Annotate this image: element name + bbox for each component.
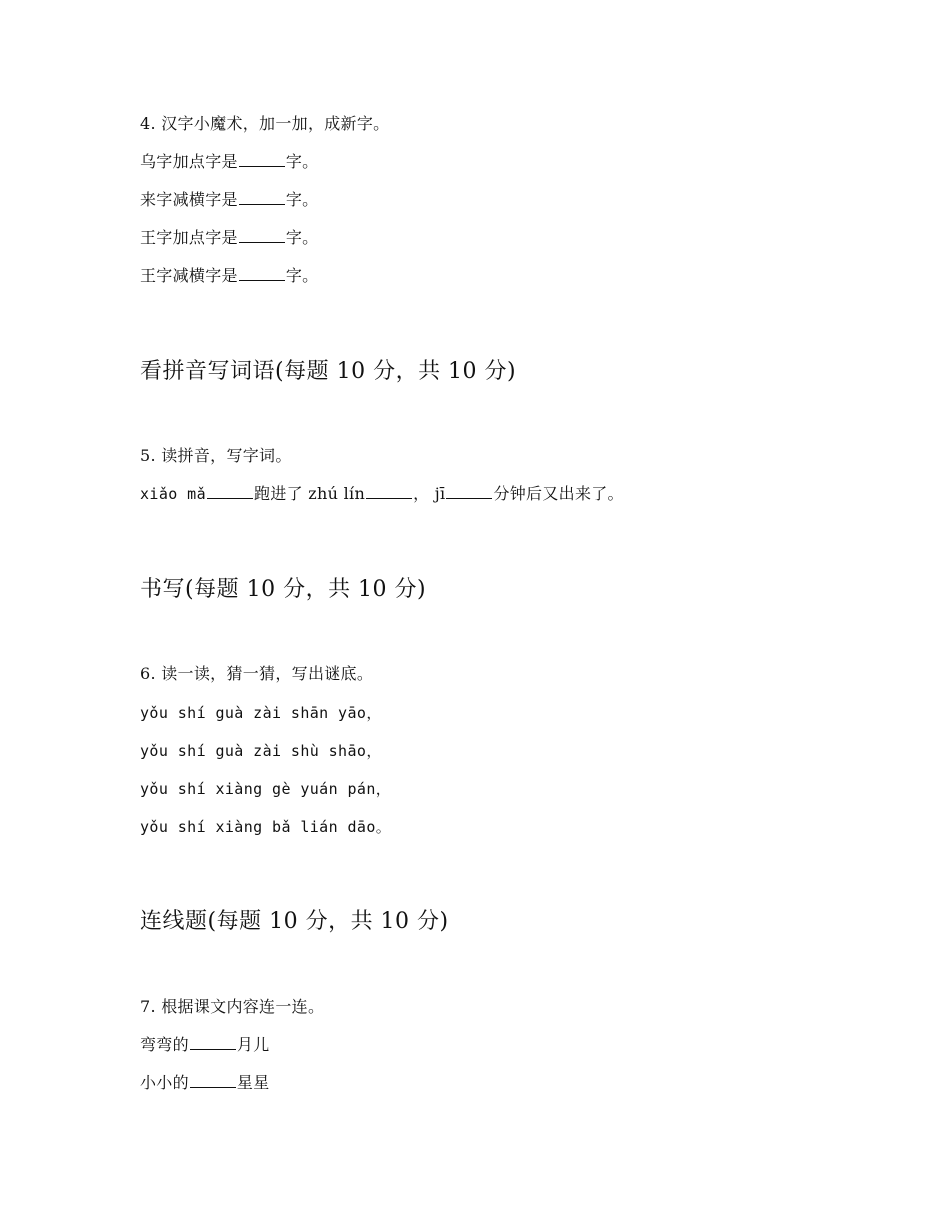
q7-line-2-suffix: 星星 <box>236 1073 270 1092</box>
q5-part-1: xiǎo mǎ <box>140 485 207 503</box>
answer-blank[interactable] <box>207 484 253 499</box>
q4-line-2 <box>140 190 318 210</box>
answer-blank[interactable] <box>366 484 412 499</box>
answer-blank[interactable] <box>239 228 285 243</box>
section-heading-writing: 书写(每题 10 分，共 10 分) <box>140 577 427 602</box>
q4-line-1 <box>140 152 318 172</box>
q6-riddle-line-3: yǒu shí xiàng gè yuán pán， <box>140 780 392 798</box>
answer-blank[interactable] <box>190 1073 236 1088</box>
answer-blank[interactable] <box>446 484 492 499</box>
q5-part-4: 分钟后又出来了。 <box>493 484 624 503</box>
q4-line-3-text: 王字加点字是 <box>140 228 238 247</box>
section-heading-pinyin: 看拼音写词语(每题 10 分，共 10 分) <box>140 359 517 384</box>
q4-title: 4. 汉字小魔术，加一加，成新字。 <box>140 114 390 133</box>
q7-line-1 <box>140 1035 270 1055</box>
q4-line-2-suffix: 字。 <box>285 190 319 209</box>
q7-line-1-suffix: 月儿 <box>236 1035 270 1054</box>
q7-line-2 <box>140 1073 270 1093</box>
q6-riddle-line-2: yǒu shí guà zài shù shāo， <box>140 742 382 760</box>
answer-blank[interactable] <box>190 1035 236 1050</box>
q4-line-4 <box>140 266 318 286</box>
q5-part-3: ， jī <box>413 484 446 503</box>
q4-line-1-suffix: 字。 <box>285 152 319 171</box>
answer-blank[interactable] <box>239 152 285 167</box>
q4-line-1-text: 乌字加点字是 <box>140 152 238 171</box>
q4-line-3 <box>140 228 318 248</box>
q4-line-4-text: 王字减横字是 <box>140 266 238 285</box>
section-heading-matching: 连线题(每题 10 分，共 10 分) <box>140 909 449 934</box>
answer-blank[interactable] <box>239 190 285 205</box>
q5-sentence <box>140 484 624 504</box>
q4-line-4-suffix: 字。 <box>285 266 319 285</box>
q6-title: 6. 读一读，猜一猜，写出谜底。 <box>140 664 374 683</box>
q4-line-3-suffix: 字。 <box>285 228 319 247</box>
q6-riddle-line-1: yǒu shí guà zài shān yāo， <box>140 704 382 722</box>
q6-riddle-line-4: yǒu shí xiàng bǎ lián dāo。 <box>140 818 392 836</box>
q7-line-1-text: 弯弯的 <box>140 1035 189 1054</box>
q4-line-2-text: 来字减横字是 <box>140 190 238 209</box>
q7-title: 7. 根据课文内容连一连。 <box>140 997 325 1016</box>
q7-line-2-text: 小小的 <box>140 1073 189 1092</box>
q5-part-2: 跑进了 zhú lín <box>254 484 366 503</box>
q5-title: 5. 读拼音，写字词。 <box>140 446 292 465</box>
answer-blank[interactable] <box>239 266 285 281</box>
